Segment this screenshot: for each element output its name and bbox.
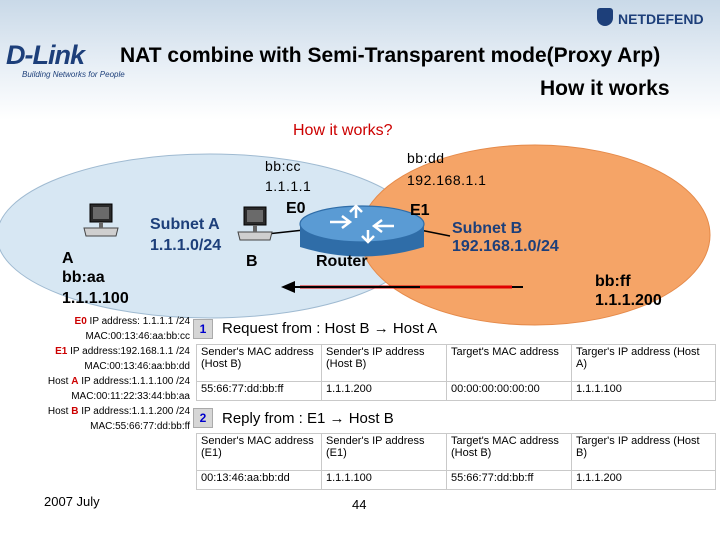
rep-header-4: Targer's IP address (Host B) (572, 434, 716, 471)
rep-value-4: 1.1.1.200 (572, 471, 716, 490)
page-number: 44 (352, 497, 367, 512)
step-2-badge: 2 (193, 408, 213, 428)
slide-title-line2: How it works (540, 77, 670, 100)
e1-ip-line (4, 344, 190, 359)
request-label: Request from : Host B → Host A (222, 320, 438, 337)
e0-ip-text: IP address: 1.1.1.1 /24 (86, 316, 190, 327)
hosta-prefix: Host (47, 376, 72, 387)
step-1-badge: 1 (193, 319, 213, 339)
req-header-1: Sender's MAC address (Host B) (197, 345, 322, 382)
router-name: Router (316, 253, 368, 270)
iface-e1-label: E1 (410, 202, 430, 219)
hosta-mac-line: MAC:00:11:22:33:44:bb:aa (71, 391, 190, 402)
e0-mac-line: MAC:00:13:46:aa:bb:cc (85, 331, 190, 342)
diagram-heading: How it works? (293, 122, 393, 139)
req-value-4: 1.1.1.100 (572, 382, 716, 401)
router-icon (300, 206, 424, 257)
rep-value-1: 00:13:46:aa:bb:dd (197, 471, 322, 490)
host-a-mac: bb:aa (62, 269, 105, 286)
hosta-ip-line (4, 374, 190, 389)
host-a-ip: 1.1.1.100 (62, 290, 129, 307)
slide-title-line1: NAT combine with Semi-Transparent mode(Proxy Arp) (120, 44, 661, 67)
netdefend-logo: NETDEFEND (618, 11, 704, 27)
rep-header-3: Target's MAC address (Host B) (447, 434, 572, 471)
subnet-b-network: 192.168.1.0/24 (452, 238, 559, 255)
subnet-a-network: 1.1.1.0/24 (150, 237, 222, 254)
req-value-3: 00:00:00:00:00:00 (447, 382, 572, 401)
reply-packet-table (196, 433, 716, 490)
rep-header-1: Sender's MAC address (E1) (197, 434, 322, 471)
host-a-name: A (62, 250, 74, 267)
hostb-tag: B (71, 406, 79, 417)
e0-tag: E0 (74, 316, 87, 327)
req-header-3: Target's MAC address (447, 345, 572, 382)
table-row (197, 382, 716, 401)
hosta-tag: A (71, 376, 79, 387)
dlink-logo: D-Link (6, 40, 84, 70)
req-header-4: Targer's IP address (Host A) (572, 345, 716, 382)
request-packet-table (196, 344, 716, 401)
e0-ip-line (4, 314, 190, 329)
host-b-name: B (246, 253, 258, 270)
router-e1-mac: bb:dd (407, 150, 445, 166)
router-e1-ip: 192.168.1.1 (407, 172, 487, 188)
e1-ip-text: IP address:192.168.1.1 /24 (67, 346, 190, 357)
reply-label: Reply from : E1 → Host B (222, 410, 394, 427)
hostb-prefix: Host (47, 406, 72, 417)
iface-e0-label: E0 (286, 200, 306, 217)
hostb-ip-line (4, 404, 190, 419)
e1-mac-line: MAC:00:13:46:aa:bb:dd (84, 361, 190, 372)
rep-value-3: 55:66:77:dd:bb:ff (447, 471, 572, 490)
req-header-2: Sender's IP address (Host B) (322, 345, 447, 382)
hostb-mac-line: MAC:55:66:77:dd:bb:ff (90, 421, 190, 432)
table-row (197, 345, 716, 382)
hostb-ip-text: IP address:1.1.1.200 /24 (78, 406, 190, 417)
address-info-block (4, 314, 190, 434)
host-b-ip: 1.1.1.200 (595, 292, 662, 309)
subnet-a-label: Subnet A (150, 216, 220, 233)
footer-date: 2007 July (44, 494, 100, 509)
router-e0-ip: 1.1.1.1 (265, 178, 312, 194)
hosta-ip-text: IP address:1.1.1.100 /24 (78, 376, 190, 387)
req-value-1: 55:66:77:dd:bb:ff (197, 382, 322, 401)
router-e0-mac: bb:cc (265, 158, 301, 174)
table-row (197, 471, 716, 490)
subnet-b-label: Subnet B (452, 220, 523, 237)
host-b-mac: bb:ff (595, 273, 631, 290)
table-row (197, 434, 716, 471)
rep-header-2: Sender's IP address (E1) (322, 434, 447, 471)
dlink-tagline: Building Networks for People (22, 70, 125, 79)
rep-value-2: 1.1.1.100 (322, 471, 447, 490)
e1-tag: E1 (55, 346, 68, 357)
req-value-2: 1.1.1.200 (322, 382, 447, 401)
